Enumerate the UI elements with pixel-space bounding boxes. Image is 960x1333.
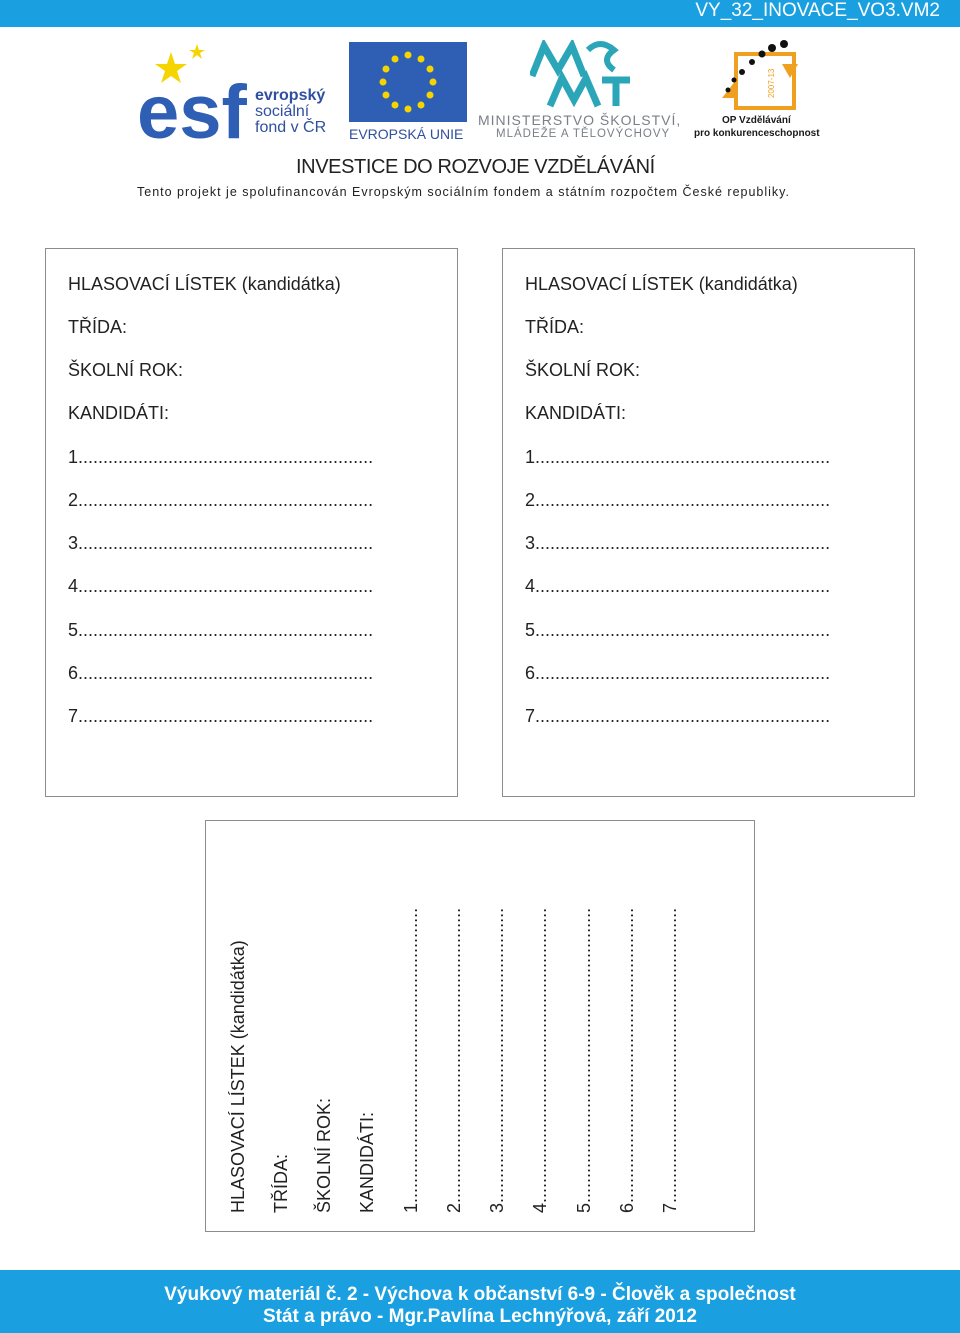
footer-line2: Stát a právo - Mgr.Pavlína Lechnýřová, září 2012 — [262, 1306, 697, 1327]
msmt-logo — [478, 40, 688, 142]
ballot-title: HLASOVACÍ LÍSTEK (kandidátka) — [525, 274, 798, 294]
ballot-left — [45, 248, 458, 797]
candidate-line: 3........................................................... — [487, 907, 507, 1213]
esf-line3: fond v ČR — [255, 119, 327, 136]
msmt-line2: MLÁDEŽE A TĚLOVÝCHOVY — [496, 128, 671, 140]
msmt-mark-icon — [530, 40, 640, 110]
class-label: TŘÍDA: — [68, 317, 128, 337]
op-mark-icon — [718, 40, 828, 112]
candidate-line: 3........................................................... — [68, 533, 374, 553]
banner-title: INVESTICE DO ROZVOJE VZDĚLÁVÁNÍ — [296, 156, 655, 178]
candidate-line: 3........................................................... — [525, 533, 831, 553]
candidate-line: 2........................................................... — [68, 490, 374, 510]
candidate-line: 5........................................................... — [525, 620, 831, 640]
candidate-line: 4........................................................... — [530, 907, 550, 1213]
candidate-line: 1........................................................... — [525, 447, 831, 467]
school-year-label: ŠKOLNÍ ROK: — [525, 360, 641, 380]
banner-subtitle: Tento projekt je spolufinancován Evropským sociálním fondem a státním rozpočtem České republiky. — [137, 185, 790, 199]
ballot-title: HLASOVACÍ LÍSTEK (kandidátka) — [228, 940, 248, 1213]
msmt-line1: MINISTERSTVO ŠKOLSTVÍ, — [478, 112, 682, 128]
footer-bar — [0, 1270, 960, 1333]
candidate-line: 4........................................................... — [68, 576, 374, 596]
candidate-line: 7........................................................... — [660, 907, 680, 1213]
esf-brand-text: esf — [137, 70, 247, 140]
candidate-line: 6........................................................... — [525, 663, 831, 683]
candidate-line: 2........................................................... — [525, 490, 831, 510]
op-line1: OP Vzdělávání — [722, 115, 791, 126]
ballot-rotated — [205, 820, 755, 1232]
candidate-line: 2........................................................... — [444, 907, 464, 1213]
candidate-line: 7........................................................... — [68, 706, 374, 726]
eu-label: EVROPSKÁ UNIE — [349, 126, 464, 142]
candidate-line: 6........................................................... — [68, 663, 374, 683]
candidate-line: 5........................................................... — [574, 907, 594, 1213]
op-logo — [692, 40, 832, 142]
header-bar — [0, 0, 960, 27]
school-year-label: ŠKOLNÍ ROK: — [314, 1097, 334, 1213]
ballot-right — [502, 248, 915, 797]
school-year-label: ŠKOLNÍ ROK: — [68, 360, 184, 380]
class-label: TŘÍDA: — [525, 317, 585, 337]
footer-line1: Výukový materiál č. 2 - Výchova k občanství 6-9 - Člověk a společnost — [164, 1284, 796, 1305]
class-label: TŘÍDA: — [271, 1153, 291, 1213]
candidate-line: 6........................................................... — [617, 907, 637, 1213]
candidate-line: 1........................................................... — [68, 447, 374, 467]
logo-strip — [0, 40, 960, 150]
esf-logo — [137, 42, 347, 140]
document-code: VY_32_INOVACE_VO3.VM2 — [695, 0, 940, 21]
ballot-title: HLASOVACÍ LÍSTEK (kandidátka) — [68, 274, 341, 294]
eu-flag-icon — [349, 42, 467, 122]
esf-mark-icon — [137, 42, 257, 140]
candidates-label: KANDIDÁTI: — [68, 403, 170, 423]
candidate-line: 4........................................................... — [525, 576, 831, 596]
op-years: 2007-13 — [767, 68, 776, 98]
candidate-line: 5........................................................... — [68, 620, 374, 640]
esf-line1: evropský — [255, 87, 326, 104]
candidate-line: 7........................................................... — [525, 706, 831, 726]
candidate-line: 1........................................................... — [401, 907, 421, 1213]
candidates-label: KANDIDÁTI: — [357, 1111, 377, 1213]
eu-logo — [349, 42, 467, 142]
op-line2: pro konkurenceschopnost — [694, 128, 820, 139]
esf-caption — [255, 88, 326, 136]
candidates-label: KANDIDÁTI: — [525, 403, 627, 423]
esf-line2: sociální — [255, 103, 310, 120]
